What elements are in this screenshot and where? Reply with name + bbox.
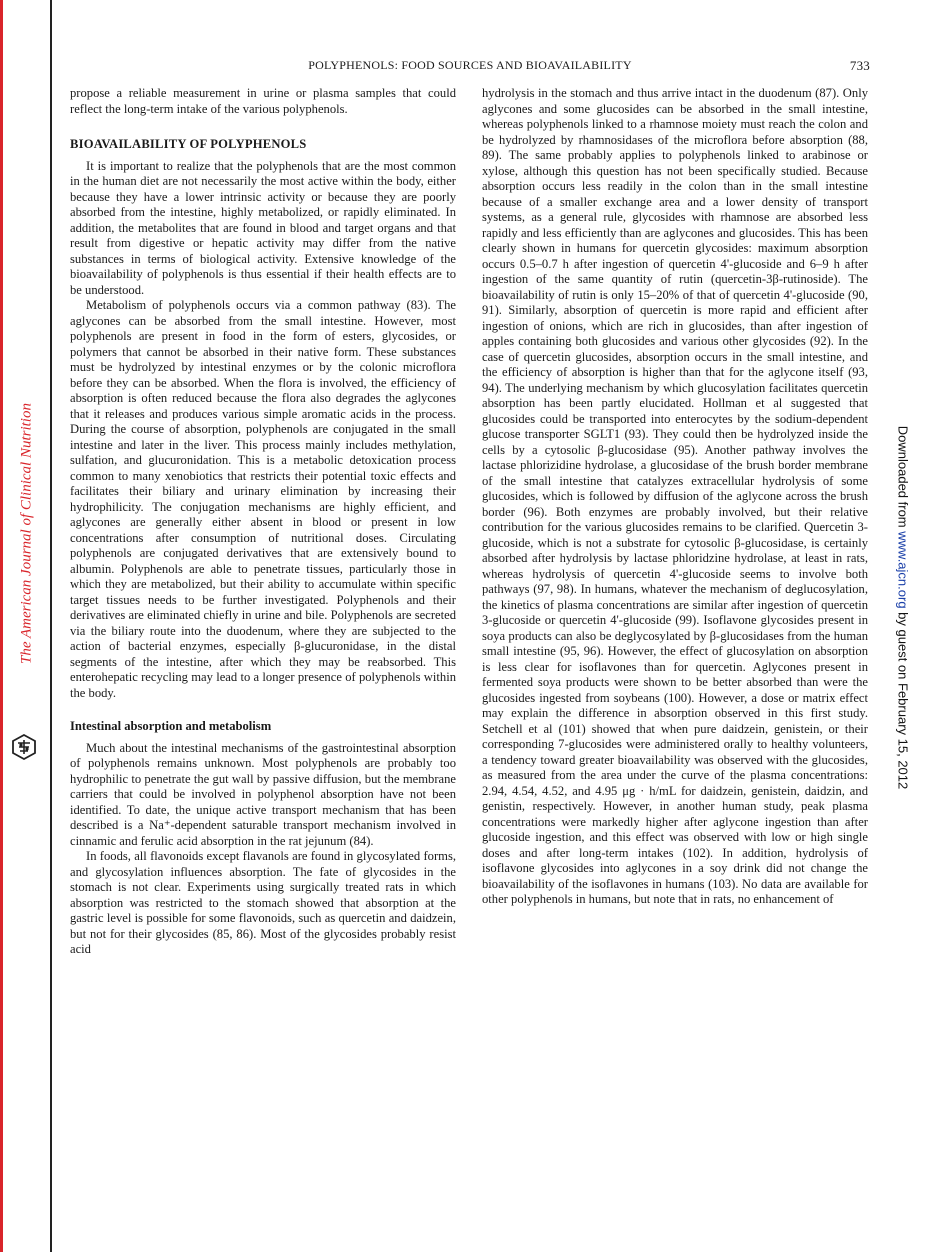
running-header xyxy=(70,58,870,74)
page-number: 733 xyxy=(849,58,870,73)
journal-name-vertical: The American Journal of Clinical Nutrition xyxy=(18,403,35,664)
right-column xyxy=(482,86,868,908)
margin-rule xyxy=(50,0,52,1252)
running-title: POLYPHENOLS: FOOD SOURCES AND BIOAVAILABILITY xyxy=(308,58,632,72)
paragraph: hydrolysis in the stomach and thus arrive intact in the duodenum (87). Only aglycones and some glucosides can be absorbed in the small intestine, whereas polyphenols linked to a rhamnose moiety must reach the colon and be hydrolyzed by rhamnosidases of the microflora before absorption (88, 89). The same probably applies to polyphenols linked to arabinose or xylose, although this question has not been specifically studied. Because absorption occurs less readily in the colon than in the small intestine because of a smaller exchange area and a lower density of transport systems, as a general rule, glycosides with rhamnose are absorbed less rapidly and less efficiently than are aglycones and glucosides. This has been clearly shown in humans for quercetin glycosides: maximum absorption occurs 0.5–0.7 h after ingestion of quercetin 4'-glucoside and 6–9 h after ingestion of the same quantity of rutin (quercetin-3β-rutinoside). The bioavailability of rutin is only 15–20% of that of quercetin 4'-glucoside (90, 91). Similarly, absorption of quercetin is more rapid and efficient after ingestion of onions, which are rich in glucosides, than after ingestion of apples containing both glucosides and various other glycosides (92). In the case of quercetin glucosides, absorption occurs in the small intestine, and the efficiency of absorption is higher than that for the aglycone itself (93, 94). The underlying mechanism by which glucosylation facilitates quercetin absorption has been partly elucidated. Hollman et al suggested that glucosides could be transported into enterocytes by the sodium-dependent glucose transporter SGLT1 (93). They could then be hydrolyzed inside the cells by a cytosolic β-glucosidase (95). Another pathway involves the lactase phlorizidine hydrolase, a glucosidase of the brush border membrane of the small intestine that catalyzes extracellular hydrolysis of some glucosides, which is followed by diffusion of the aglycone across the brush border (96). Both enzymes are probably involved, but their relative contribution for the various glucosides remains to be clarified. Quercetin 3-glucoside, which is not a substrate for cytosolic β-glucosidase, is certainly absorbed after hydrolysis by lactase phloridzine hydrolase, at least in rats, whereas hydrolysis of quercetin 4'-glucoside seems to involve both pathways (97, 98). In humans, whatever the mechanism of deglucosylation, the kinetics of plasma concentrations are similar after ingestion of quercetin 3-glucoside or quercetin 4'-glucoside (99). Isoflavone glycosides present in soya products can also be deglycosylated by β-glucosidases from the human small intestine (95, 96). However, the effect of glucosylation on absorption is less clear for isoflavones than for quercetin. Aglycones present in fermented soya products were shown to be better absorbed than were the glucosides ingested from soybeans (100). However, a dose or matrix effect may explain the difference in absorption observed in this first study. Setchell et al (101) showed that when pure daidzein, genistein, or their corresponding 7-glucosides were administered orally to healthy volunteers, a tendency toward greater bioavailability was observed with the glucosides, as measured from the area under the curve of the plasma concentrations: 2.94, 4.54, 4.52, and 4.95 μg · h/mL for daidzein, genistein, daidzin, and genistin, respectively. However, in another human study, peak plasma concentrations were markedly higher after aglycone ingestion than after glucoside ingestion, and this effect was observed with low or high single doses and after long-term intakes (102). In addition, hydrolysis of isoflavone glycosides into aglycones in a soy drink did not change the bioavailability of the isoflavones in humans (103). No data are available for other polyphenols in humans, but note that in rats, no enhancement of xyxy=(482,86,868,906)
download-prefix: Downloaded from xyxy=(895,425,911,532)
left-column xyxy=(70,86,456,958)
paragraph: It is important to realize that the polyphenols that are the most common in the human diet are not necessarily the most active within the body, either because they have a lower intrinsic activity or because they are poorly absorbed from the intestine, highly metabolized, or rapidly eliminated. In addition, the metabolites that are found in blood and target organs and that result from digestive or hepatic activity may differ from the native substances in terms of biological activity. Extensive knowledge of the bioavailability of polyphenols is thus essential if their health effects are to be understood. xyxy=(70,158,456,297)
intro-paragraph: propose a reliable measurement in urine or plasma samples that could reflect the long-term intake of the various polyphenols. xyxy=(70,86,456,116)
section-heading: BIOAVAILABILITY OF POLYPHENOLS xyxy=(70,137,307,151)
download-link[interactable]: www.ajcn.org xyxy=(895,531,911,609)
download-suffix: by guest on February 15, 2012 xyxy=(895,608,911,790)
paragraph: Metabolism of polyphenols occurs via a common pathway (83). The aglycones can be absorbed from the small intestine. However, most polyphenols are present in food in the form of esters, glycosides, or polymers that cannot be absorbed in their native form. These substances must be hydrolyzed by intestinal enzymes or by the colonic microflora before they can be absorbed. When the flora is involved, the efficiency of absorption is often reduced because the flora also degrades the aglycones that it releases and produces various simple aromatic acids in the process. During the course of absorption, polyphenols are conjugated in the small intestine and later in the liver. This process mainly includes methylation, sulfation, and glucuronidation. This is a metabolic detoxication process common to many xenobiotics that restricts their potential toxic effects and facilitates their biliary and urinary elimination by increasing their hydrophilicity. The conjugation mechanisms are highly efficient, and aglycones are generally either absent in blood or present in low concentrations after consumption of nutritional doses. Circulating polyphenols are conjugated derivatives that are extensively bound to albumin. Polyphenols are able to penetrate tissues, particularly those in which they are metabolized, but their ability to accumulate within specific target tissues needs to be further investigated. Polyphenols and their derivatives are eliminated chiefly in urine and bile. Polyphenols are secreted via the biliary route into the duodenum, where they are subjected to the action of bacterial enzymes, especially β-glucuronidase, in the distal segments of the intestine, after which they may be reabsorbed. This enterohepatic recycling may lead to a longer presence of polyphenols within the body. xyxy=(70,298,456,700)
journal-edge-bar xyxy=(0,0,3,1252)
paragraph: In foods, all flavonoids except flavanols are found in glycosylated forms, and glycosylation influences absorption. The fate of glycosides in the stomach is not clear. Experiments using surgically treated rats in which absorption was restricted to the stomach showed that absorption at the gastric level is possible for some flavonoids, such as quercetin and daidzein, but not for their glycosides (85, 86). Most of the glycosides probably resist acid xyxy=(70,849,456,956)
download-notice xyxy=(896,358,911,858)
subsection-heading: Intestinal absorption and metabolism xyxy=(70,719,272,733)
journal-logo-icon xyxy=(11,734,37,760)
paragraph: Much about the intestinal mechanisms of the gastrointestinal absorption of polyphenols remains unknown. Most polyphenols are probably too hydrophilic to penetrate the gut wall by passive diffusion, but the membrane carriers that could be involved in polyphenol absorption have not been identified. To date, the unique active transport mechanism that has been described is a Na⁺-dependent saturable transport mechanism involved in cinnamic and ferulic acid absorption in the rat jejunum (84). xyxy=(70,740,456,848)
